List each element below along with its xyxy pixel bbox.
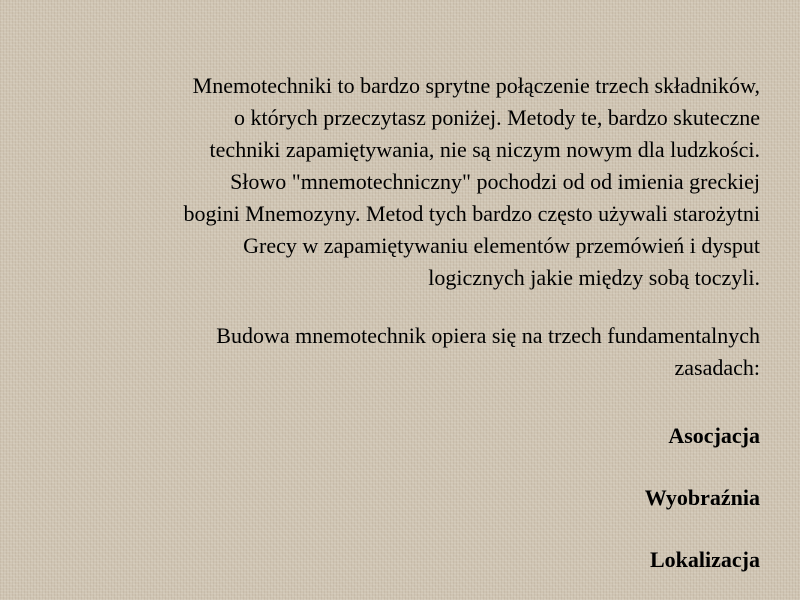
principles-intro-paragraph: [50, 320, 760, 384]
intro-line: o których przeczytasz poniżej. Metody te, bardzo skuteczne: [234, 105, 760, 130]
principle-association: Asocjacja: [668, 423, 760, 448]
intro-line: logicznych jakie między sobą toczyli.: [428, 265, 760, 290]
slide-content: [50, 70, 760, 574]
principles-intro-line: Budowa mnemotechnik opiera się na trzech fundamentalnych: [216, 323, 760, 348]
principles-intro-line: zasadach:: [674, 355, 760, 380]
principle-imagination: Wyobraźnia: [644, 485, 760, 510]
intro-line: Słowo "mnemotechniczny" pochodzi od od imienia greckiej: [230, 169, 760, 194]
intro-line: techniki zapamiętywania, nie są niczym nowym dla ludzkości.: [209, 137, 760, 162]
principle-location: Lokalizacja: [650, 547, 760, 572]
intro-paragraph: [50, 70, 760, 294]
intro-line: Grecy w zapamiętywaniu elementów przemówień i dysput: [243, 233, 760, 258]
intro-line: Mnemotechniki to bardzo sprytne połączenie trzech składników,: [192, 73, 760, 98]
intro-line: bogini Mnemozyny. Metod tych bardzo często używali starożytni: [183, 201, 760, 226]
